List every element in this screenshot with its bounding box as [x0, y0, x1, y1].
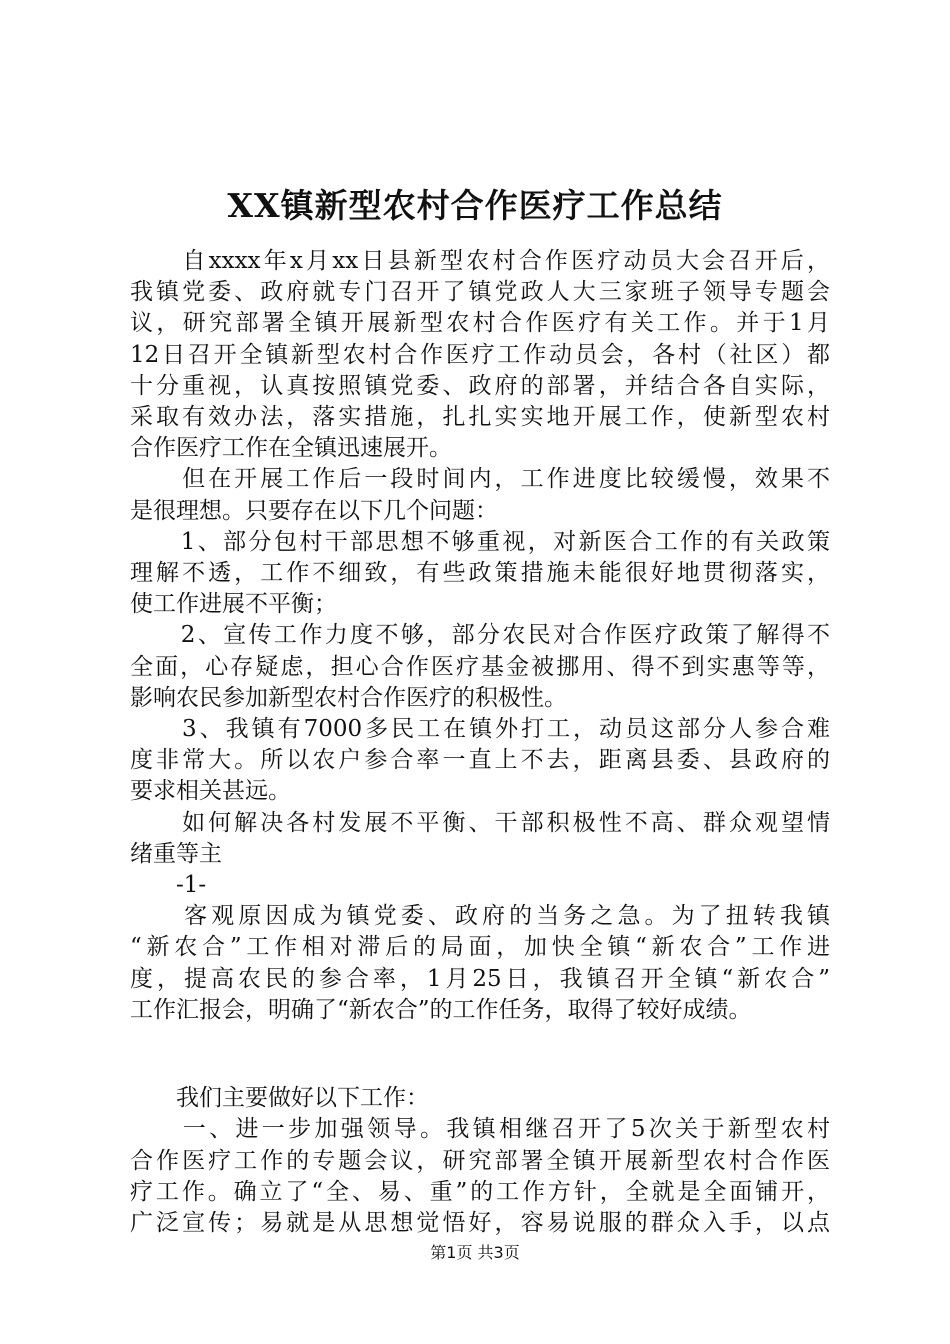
body-line: 如何解决各村发展不平衡、干部积极性不高、群众观望情: [130, 809, 830, 836]
body-line: 议，研究部署全镇开展新型农村合作医疗有关工作。并于1月: [130, 310, 830, 337]
body-line: 合作医疗工作的专题会议，研究部署全镇开展新型农村合作医: [130, 1147, 830, 1174]
body-line: 1、部分包村干部思想不够重视，对新医合工作的有关政策: [130, 528, 830, 555]
body-line: 合作医疗工作在全镇迅速展开。: [130, 435, 452, 462]
body-line: 我们主要做好以下工作：: [130, 1085, 429, 1112]
body-line: 广泛宣传；易就是从思想觉悟好，容易说服的群众入手，以点: [130, 1210, 830, 1236]
page-footer: 第1页 共3页: [430, 1243, 520, 1262]
body-line: 工作汇报会，明确了“新农合”的工作任务，取得了较好成绩。: [130, 996, 752, 1023]
body-line: 3、我镇有7000多民工在镇外打工，动员这部分人参合难: [130, 716, 830, 742]
body-line: 使工作进展不平衡；: [130, 591, 337, 618]
body-line: “新农合”工作相对滞后的局面，加快全镇“新农合”工作进: [130, 934, 830, 961]
body-line: 理解不透，工作不细致，有些政策措施未能很好地贯彻落实，: [130, 560, 830, 586]
body-line: 我镇党委、政府就专门召开了镇党政人大三家班子领导专题会: [130, 279, 830, 306]
body-line: 采取有效办法，落实措施，扎扎实实地开展工作，使新型农村: [130, 404, 830, 430]
body-line: 影响农民参加新型农村合作医疗的积极性。: [130, 684, 567, 711]
body-line: 度，提高农民的参合率，1月25日，我镇召开全镇“新农合”: [130, 965, 830, 992]
body-line: 客观原因成为镇党委、政府的当务之急。为了扭转我镇: [130, 903, 830, 930]
body-line: 全面，心存疑虑，担心合作医疗基金被挪用、得不到实惠等等，: [130, 653, 830, 680]
body-line: 疗工作。确立了“全、易、重”的工作方针，全就是全面铺开，: [130, 1178, 830, 1205]
body-line: 2、宣传工作力度不够，部分农民对合作医疗政策了解得不: [130, 622, 830, 649]
body-line: 十分重视，认真按照镇党委、政府的部署，并结合各自实际，: [130, 372, 830, 399]
body-line: 自xxxx年x月xx日县新型农村合作医疗动员大会召开后，: [130, 248, 830, 274]
body-line: 是很理想。只要存在以下几个问题：: [130, 497, 498, 524]
document-title: XX镇新型农村合作医疗工作总结: [227, 186, 723, 225]
body-line: 一、进一步加强领导。我镇相继召开了5次关于新型农村: [130, 1116, 830, 1143]
body-line: 但在开展工作后一段时间内，工作进度比较缓慢，效果不: [130, 466, 830, 493]
body-line: 要求相关甚远。: [130, 778, 291, 805]
body-line: 绪重等主: [130, 840, 222, 867]
body-line: 度非常大。所以农户参合率一直上不去，距离县委、县政府的: [130, 747, 830, 774]
body-line: -1-: [130, 872, 207, 898]
body-line: 12日召开全镇新型农村合作医疗工作动员会，各村（社区）都: [130, 341, 830, 368]
